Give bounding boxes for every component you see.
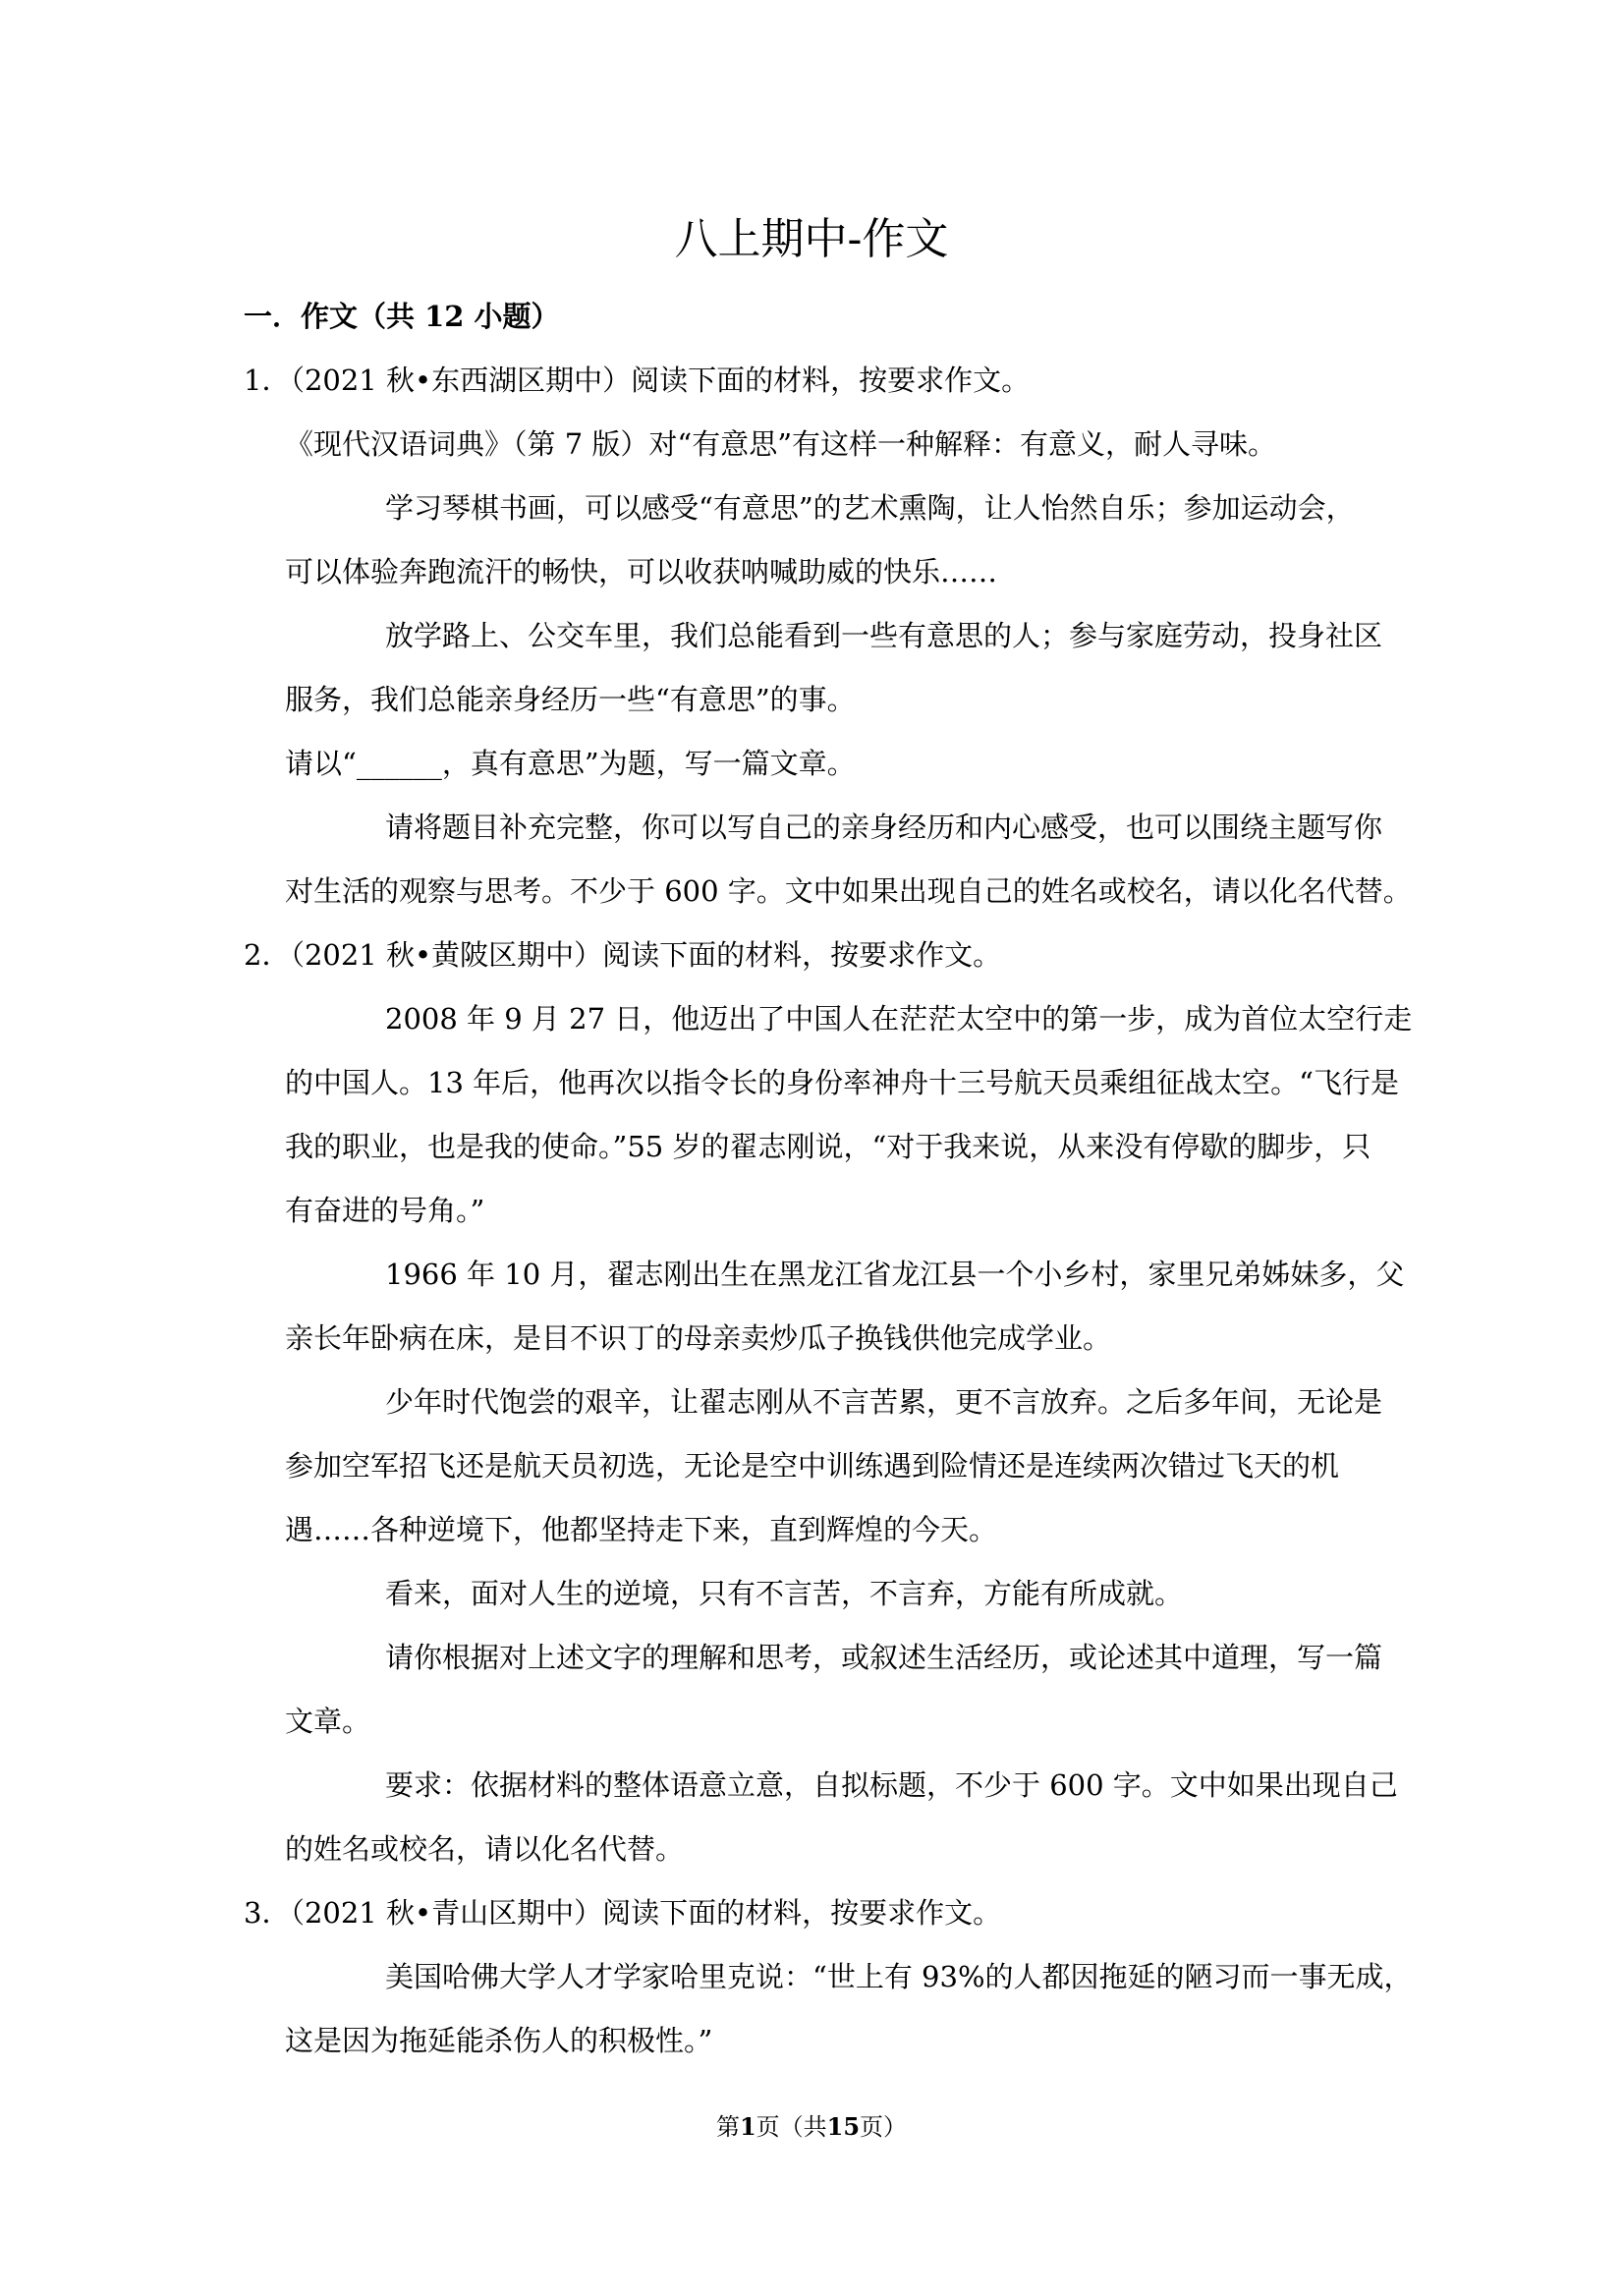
question-2-line: 2008 年 9 月 27 日，他迈出了中国人在茫茫太空中的第一步，成为首位太空行走 xyxy=(385,1002,1413,1036)
question-1-line: 服务，我们总能亲身经历一些“有意思”的事。 xyxy=(285,683,856,716)
question-2-line: 亲长年卧病在床，是目不识丁的母亲卖炒瓜子换钱供他完成学业。 xyxy=(285,1321,1112,1355)
question-2-line: 文章。 xyxy=(285,1705,371,1738)
section-heading: 一．作文（共 12 小题） xyxy=(244,300,560,333)
question-1-line: 学习琴棋书画，可以感受“有意思”的艺术熏陶，让人怡然自乐；参加运动会， xyxy=(385,491,1355,525)
question-2-line: 少年时代饱尝的艰辛，让翟志刚从不言苦累，更不言放弃。之后多年间，无论是 xyxy=(385,1385,1383,1419)
question-2-line: 参加空军招飞还是航天员初选，无论是空中训练遇到险情还是连续两次错过飞天的机 xyxy=(285,1449,1340,1483)
document-title: 八上期中-作文 xyxy=(674,214,949,264)
question-2-line: 1966 年 10 月，翟志刚出生在黑龙江省龙江县一个小乡村，家里兄弟姊妹多，父 xyxy=(385,1258,1405,1291)
question-2-line: 看来，面对人生的逆境，只有不言苦，不言弃，方能有所成就。 xyxy=(385,1577,1184,1610)
footer-mid: 页（共 xyxy=(756,2113,827,2141)
question-1-line: 放学路上、公交车里，我们总能看到一些有意思的人；参与家庭劳动，投身社区 xyxy=(385,619,1383,652)
footer-suffix: 页） xyxy=(860,2113,908,2141)
question-2-label: 2．（2021 秋•黄陂区期中）阅读下面的材料，按要求作文。 xyxy=(244,938,1002,972)
question-2-line: 的姓名或校名，请以化名代替。 xyxy=(285,1832,685,1866)
question-2-line: 遇……各种逆境下，他都坚持走下来，直到辉煌的今天。 xyxy=(285,1513,998,1546)
page-footer xyxy=(0,2110,1623,2144)
question-1-line: 请将题目补充完整，你可以写自己的亲身经历和内心感受，也可以围绕主题写你 xyxy=(385,811,1383,844)
question-1-line: 对生活的观察与思考。不少于 600 字。文中如果出现自己的姓名或校名，请以化名代替。 xyxy=(285,874,1412,908)
footer-page-number: 1 xyxy=(739,2112,756,2141)
question-1-label: 1．（2021 秋•东西湖区期中）阅读下面的材料，按要求作文。 xyxy=(244,364,1031,397)
question-2-line: 请你根据对上述文字的理解和思考，或叙述生活经历，或论述其中道理，写一篇 xyxy=(385,1641,1383,1674)
question-3-label: 3．（2021 秋•青山区期中）阅读下面的材料，按要求作文。 xyxy=(244,1896,1002,1930)
footer-total-pages: 15 xyxy=(826,2112,861,2141)
question-3-line: 这是因为拖延能杀伤人的积极性。” xyxy=(285,2024,713,2057)
question-3-line: 美国哈佛大学人才学家哈里克说：“世上有 93%的人都因拖延的陋习而一事无成， xyxy=(385,1960,1413,1993)
question-1-line: 请以“______，真有意思”为题，写一篇文章。 xyxy=(285,747,856,780)
question-2-line: 我的职业，也是我的使命。”55 岁的翟志刚说，“对于我来说，从来没有停歇的脚步，只 xyxy=(285,1130,1371,1163)
footer-prefix: 第 xyxy=(715,2113,740,2141)
question-1-line: 可以体验奔跑流汗的畅快，可以收获呐喊助威的快乐…… xyxy=(285,555,998,588)
question-2-line: 的中国人。13 年后，他再次以指令长的身份率神舟十三号航天员乘组征战太空。“飞行是 xyxy=(285,1066,1399,1099)
question-2-line: 要求：依据材料的整体语意立意，自拟标题，不少于 600 字。文中如果出现自己 xyxy=(385,1768,1398,1802)
question-2-line: 有奋进的号角。” xyxy=(285,1194,485,1227)
question-1-line: 《现代汉语词典》（第 7 版）对“有意思”有这样一种解释：有意义，耐人寻味。 xyxy=(285,427,1277,461)
